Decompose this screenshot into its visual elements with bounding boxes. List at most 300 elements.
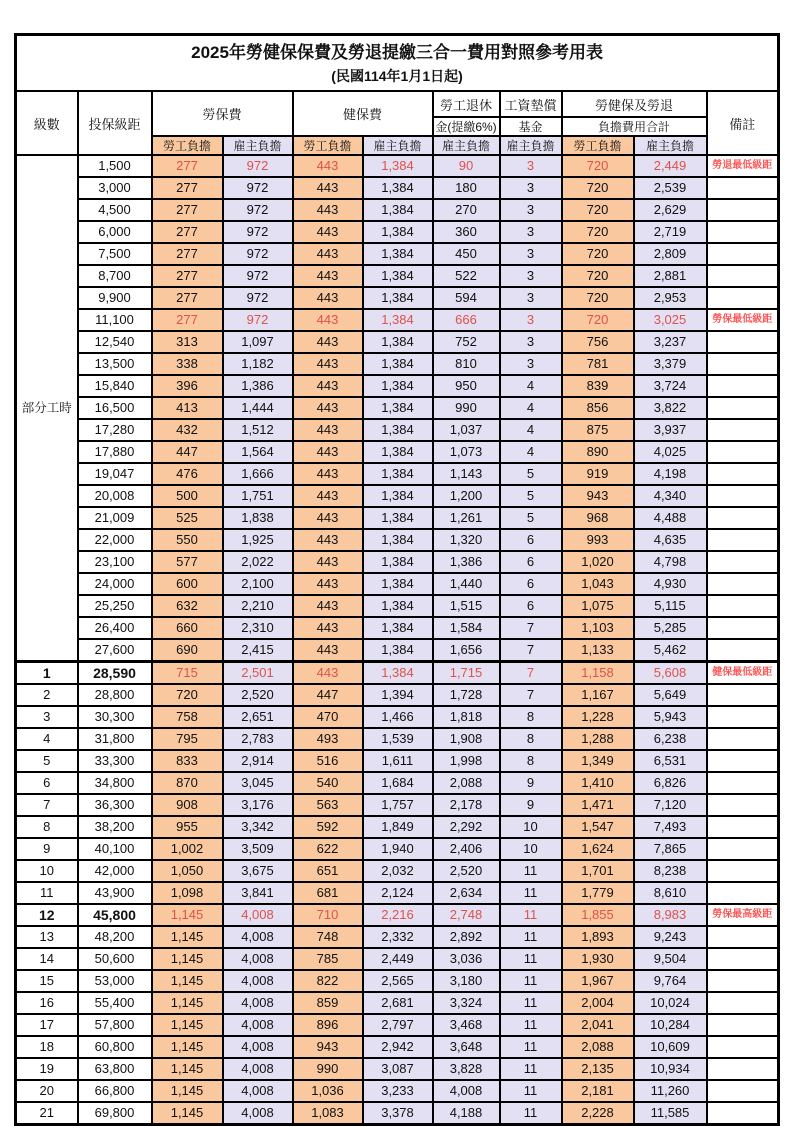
cell-li_er: 1,444 [223, 397, 293, 419]
cell-pension: 1,037 [433, 419, 500, 441]
cell-tot_er: 4,798 [634, 551, 707, 573]
cell-level: 10 [16, 860, 78, 882]
table-row [16, 926, 779, 948]
table-row [16, 816, 779, 838]
cell-bracket: 27,600 [78, 639, 152, 662]
cell-pension: 3,036 [433, 948, 500, 970]
cell-tot_er: 2,629 [634, 199, 707, 221]
col-header-level: 級數 [16, 91, 78, 155]
cell-bracket: 21,009 [78, 507, 152, 529]
cell-wage: 8 [500, 706, 562, 728]
cell-hi_emp: 822 [293, 970, 363, 992]
cell-li_emp: 955 [152, 816, 223, 838]
cell-hi_er: 1,384 [363, 265, 433, 287]
cell-hi_er: 1,384 [363, 529, 433, 551]
cell-remark [707, 639, 779, 662]
cell-remark [707, 1036, 779, 1058]
cell-tot_emp: 943 [562, 485, 634, 507]
table-row [16, 375, 779, 397]
cell-remark [707, 728, 779, 750]
cell-tot_er: 5,115 [634, 595, 707, 617]
cell-tot_emp: 2,181 [562, 1080, 634, 1102]
subheader-wage-fund-employer: 雇主負擔 [500, 136, 562, 155]
cell-pension: 90 [433, 155, 500, 177]
cell-hi_emp: 443 [293, 155, 363, 177]
cell-bracket: 22,000 [78, 529, 152, 551]
cell-pension: 270 [433, 199, 500, 221]
cell-hi_emp: 443 [293, 221, 363, 243]
cell-wage: 8 [500, 728, 562, 750]
cell-wage: 11 [500, 882, 562, 904]
cell-bracket: 36,300 [78, 794, 152, 816]
cell-remark [707, 882, 779, 904]
cell-hi_emp: 943 [293, 1036, 363, 1058]
table-row [16, 1102, 779, 1125]
cell-bracket: 26,400 [78, 617, 152, 639]
cell-pension: 180 [433, 177, 500, 199]
cell-hi_er: 2,449 [363, 948, 433, 970]
cell-li_er: 972 [223, 221, 293, 243]
cell-pension: 3,828 [433, 1058, 500, 1080]
cell-remark [707, 1102, 779, 1125]
cell-pension: 3,180 [433, 970, 500, 992]
cell-hi_emp: 443 [293, 662, 363, 685]
cell-level: 9 [16, 838, 78, 860]
cell-wage: 11 [500, 1102, 562, 1125]
cell-hi_er: 1,384 [363, 551, 433, 573]
cell-level: 17 [16, 1014, 78, 1036]
cell-pension: 810 [433, 353, 500, 375]
cell-li_emp: 432 [152, 419, 223, 441]
cell-hi_emp: 443 [293, 199, 363, 221]
table-row [16, 794, 779, 816]
cell-wage: 11 [500, 1058, 562, 1080]
cell-hi_er: 1,757 [363, 794, 433, 816]
cell-pension: 2,088 [433, 772, 500, 794]
cell-li_er: 1,925 [223, 529, 293, 551]
cell-tot_er: 10,609 [634, 1036, 707, 1058]
cell-hi_emp: 443 [293, 375, 363, 397]
cell-li_emp: 795 [152, 728, 223, 750]
cell-bracket: 25,250 [78, 595, 152, 617]
cell-hi_emp: 592 [293, 816, 363, 838]
cell-hi_er: 1,384 [363, 155, 433, 177]
cell-hi_emp: 443 [293, 573, 363, 595]
cell-level: 15 [16, 970, 78, 992]
cell-hi_emp: 443 [293, 265, 363, 287]
cell-wage: 4 [500, 419, 562, 441]
cell-remark [707, 243, 779, 265]
cell-bracket: 63,800 [78, 1058, 152, 1080]
cell-pension: 2,292 [433, 816, 500, 838]
table-row [16, 265, 779, 287]
cell-wage: 11 [500, 992, 562, 1014]
cell-tot_er: 2,449 [634, 155, 707, 177]
cell-tot_er: 2,719 [634, 221, 707, 243]
cell-hi_er: 1,611 [363, 750, 433, 772]
cell-li_emp: 277 [152, 287, 223, 309]
cell-hi_er: 3,087 [363, 1058, 433, 1080]
cell-level: 19 [16, 1058, 78, 1080]
cell-pension: 1,656 [433, 639, 500, 662]
cell-hi_emp: 1,036 [293, 1080, 363, 1102]
cell-tot_er: 5,608 [634, 662, 707, 685]
cell-hi_emp: 443 [293, 353, 363, 375]
cell-li_er: 2,501 [223, 662, 293, 685]
cell-li_emp: 277 [152, 243, 223, 265]
cell-tot_emp: 919 [562, 463, 634, 485]
col-header-wage-fund-line1: 工資墊償 [500, 91, 562, 117]
table-row [16, 177, 779, 199]
cell-pension: 1,386 [433, 551, 500, 573]
cell-li_er: 4,008 [223, 1036, 293, 1058]
table-row [16, 397, 779, 419]
cell-tot_er: 10,934 [634, 1058, 707, 1080]
cell-hi_emp: 681 [293, 882, 363, 904]
cell-tot_er: 2,881 [634, 265, 707, 287]
cell-level: 20 [16, 1080, 78, 1102]
table-row [16, 155, 779, 177]
cell-tot_er: 4,635 [634, 529, 707, 551]
cell-li_er: 3,176 [223, 794, 293, 816]
cell-tot_er: 9,764 [634, 970, 707, 992]
table-row [16, 772, 779, 794]
cell-level: 4 [16, 728, 78, 750]
cell-bracket: 60,800 [78, 1036, 152, 1058]
cell-bracket: 12,540 [78, 331, 152, 353]
cell-li_emp: 833 [152, 750, 223, 772]
cell-remark [707, 860, 779, 882]
cell-li_emp: 1,145 [152, 1058, 223, 1080]
cell-pension: 522 [433, 265, 500, 287]
cell-tot_emp: 856 [562, 397, 634, 419]
cell-li_er: 972 [223, 199, 293, 221]
cell-tot_emp: 720 [562, 309, 634, 331]
cell-bracket: 16,500 [78, 397, 152, 419]
cell-li_er: 972 [223, 155, 293, 177]
cell-remark [707, 485, 779, 507]
cell-li_er: 1,751 [223, 485, 293, 507]
cell-remark: 勞保最高級距 [707, 904, 779, 926]
cell-hi_er: 3,378 [363, 1102, 433, 1125]
cell-bracket: 23,100 [78, 551, 152, 573]
cell-li_er: 3,841 [223, 882, 293, 904]
cell-li_emp: 396 [152, 375, 223, 397]
cell-level: 21 [16, 1102, 78, 1125]
cell-wage: 8 [500, 750, 562, 772]
cell-remark: 健保最低級距 [707, 662, 779, 685]
cell-remark [707, 529, 779, 551]
cell-level: 14 [16, 948, 78, 970]
cell-remark: 勞保最低級距 [707, 309, 779, 331]
cell-tot_emp: 1,288 [562, 728, 634, 750]
cell-wage: 3 [500, 309, 562, 331]
cell-li_er: 1,182 [223, 353, 293, 375]
cell-tot_emp: 720 [562, 287, 634, 309]
cell-hi_emp: 493 [293, 728, 363, 750]
cell-tot_emp: 720 [562, 199, 634, 221]
cell-li_er: 4,008 [223, 1014, 293, 1036]
cell-hi_emp: 443 [293, 507, 363, 529]
cell-li_emp: 1,098 [152, 882, 223, 904]
cell-remark [707, 265, 779, 287]
cell-remark [707, 507, 779, 529]
cell-pension: 950 [433, 375, 500, 397]
cell-remark [707, 816, 779, 838]
cell-pension: 1,728 [433, 684, 500, 706]
cell-bracket: 57,800 [78, 1014, 152, 1036]
cell-tot_emp: 1,075 [562, 595, 634, 617]
cell-hi_er: 1,384 [363, 639, 433, 662]
cell-wage: 7 [500, 639, 562, 662]
cell-li_emp: 277 [152, 199, 223, 221]
cell-remark [707, 551, 779, 573]
cell-li_er: 4,008 [223, 948, 293, 970]
table-row [16, 882, 779, 904]
cell-pension: 3,468 [433, 1014, 500, 1036]
cell-hi_er: 2,681 [363, 992, 433, 1014]
table-row [16, 617, 779, 639]
cell-wage: 11 [500, 904, 562, 926]
table-row [16, 551, 779, 573]
cell-level: 18 [16, 1036, 78, 1058]
cell-li_er: 2,310 [223, 617, 293, 639]
cell-li_emp: 1,145 [152, 1014, 223, 1036]
cell-tot_emp: 720 [562, 243, 634, 265]
cell-tot_emp: 1,133 [562, 639, 634, 662]
cell-wage: 7 [500, 662, 562, 685]
table-row [16, 463, 779, 485]
cell-bracket: 24,000 [78, 573, 152, 595]
cell-tot_er: 7,120 [634, 794, 707, 816]
cell-hi_er: 1,384 [363, 287, 433, 309]
cell-li_emp: 1,145 [152, 992, 223, 1014]
cell-tot_emp: 781 [562, 353, 634, 375]
cell-hi_emp: 651 [293, 860, 363, 882]
cell-wage: 3 [500, 353, 562, 375]
col-header-bracket: 投保級距 [78, 91, 152, 155]
cell-li_er: 972 [223, 287, 293, 309]
cell-tot_er: 9,504 [634, 948, 707, 970]
cell-li_er: 4,008 [223, 904, 293, 926]
cell-tot_emp: 2,004 [562, 992, 634, 1014]
cell-li_emp: 1,145 [152, 970, 223, 992]
cell-pension: 990 [433, 397, 500, 419]
cell-wage: 10 [500, 816, 562, 838]
cell-remark [707, 221, 779, 243]
cell-tot_emp: 720 [562, 155, 634, 177]
col-header-pension-line1: 勞工退休 [433, 91, 500, 117]
cell-li_er: 4,008 [223, 1080, 293, 1102]
cell-li_emp: 1,145 [152, 904, 223, 926]
cell-bracket: 28,800 [78, 684, 152, 706]
cell-tot_emp: 1,701 [562, 860, 634, 882]
cell-bracket: 15,840 [78, 375, 152, 397]
cell-tot_er: 6,531 [634, 750, 707, 772]
cell-tot_emp: 2,228 [562, 1102, 634, 1125]
cell-pension: 1,200 [433, 485, 500, 507]
cell-tot_emp: 1,410 [562, 772, 634, 794]
subheader-li-employer: 雇主負擔 [223, 136, 293, 155]
cell-bracket: 19,047 [78, 463, 152, 485]
cell-li_emp: 660 [152, 617, 223, 639]
table-row [16, 948, 779, 970]
cell-hi_emp: 785 [293, 948, 363, 970]
cell-bracket: 6,000 [78, 221, 152, 243]
cell-hi_emp: 443 [293, 485, 363, 507]
cell-tot_er: 3,724 [634, 375, 707, 397]
cell-wage: 4 [500, 397, 562, 419]
cell-tot_er: 4,488 [634, 507, 707, 529]
cell-tot_er: 5,285 [634, 617, 707, 639]
cell-bracket: 30,300 [78, 706, 152, 728]
table-row [16, 507, 779, 529]
cell-tot_er: 2,809 [634, 243, 707, 265]
cell-li_emp: 1,002 [152, 838, 223, 860]
cell-remark [707, 573, 779, 595]
table-row [16, 1080, 779, 1102]
cell-hi_er: 2,124 [363, 882, 433, 904]
cell-tot_er: 4,025 [634, 441, 707, 463]
cell-tot_er: 2,953 [634, 287, 707, 309]
table-row [16, 331, 779, 353]
cell-li_er: 1,838 [223, 507, 293, 529]
cell-li_emp: 720 [152, 684, 223, 706]
subheader-total-employer: 雇主負擔 [634, 136, 707, 155]
cell-tot_emp: 1,167 [562, 684, 634, 706]
cell-hi_emp: 710 [293, 904, 363, 926]
cell-hi_er: 1,384 [363, 463, 433, 485]
cell-hi_er: 1,849 [363, 816, 433, 838]
table-row [16, 309, 779, 331]
cell-tot_er: 6,826 [634, 772, 707, 794]
cell-li_er: 4,008 [223, 1102, 293, 1125]
part-time-cell: 部分工時 [16, 155, 78, 662]
cell-bracket: 11,100 [78, 309, 152, 331]
cell-li_er: 3,342 [223, 816, 293, 838]
cell-li_emp: 1,050 [152, 860, 223, 882]
cell-remark [707, 1080, 779, 1102]
cell-bracket: 43,900 [78, 882, 152, 904]
cell-tot_emp: 875 [562, 419, 634, 441]
cell-remark [707, 617, 779, 639]
cell-hi_er: 1,384 [363, 309, 433, 331]
cell-tot_emp: 756 [562, 331, 634, 353]
cell-li_emp: 870 [152, 772, 223, 794]
cell-hi_er: 1,384 [363, 507, 433, 529]
cell-pension: 450 [433, 243, 500, 265]
cell-li_er: 2,022 [223, 551, 293, 573]
col-header-remark: 備註 [707, 91, 779, 155]
cell-li_er: 3,675 [223, 860, 293, 882]
cell-hi_er: 1,384 [363, 441, 433, 463]
cell-pension: 3,648 [433, 1036, 500, 1058]
cell-pension: 4,188 [433, 1102, 500, 1125]
table-row [16, 573, 779, 595]
cell-tot_emp: 1,547 [562, 816, 634, 838]
cell-li_emp: 715 [152, 662, 223, 685]
cell-bracket: 34,800 [78, 772, 152, 794]
cell-li_emp: 908 [152, 794, 223, 816]
cell-remark [707, 177, 779, 199]
cell-remark [707, 706, 779, 728]
table-row [16, 639, 779, 662]
cell-li_er: 4,008 [223, 1058, 293, 1080]
subheader-li-employee: 勞工負擔 [152, 136, 223, 155]
cell-bracket: 53,000 [78, 970, 152, 992]
col-header-wage-fund-line2: 基金 [500, 117, 562, 136]
table-row [16, 684, 779, 706]
cell-hi_er: 1,466 [363, 706, 433, 728]
cell-level: 7 [16, 794, 78, 816]
cell-bracket: 20,008 [78, 485, 152, 507]
cell-li_er: 2,210 [223, 595, 293, 617]
cell-hi_emp: 443 [293, 419, 363, 441]
title-row [16, 35, 779, 92]
cell-remark [707, 772, 779, 794]
cell-tot_er: 5,943 [634, 706, 707, 728]
cell-remark [707, 397, 779, 419]
cell-bracket: 55,400 [78, 992, 152, 1014]
cell-level: 3 [16, 706, 78, 728]
cell-tot_er: 5,462 [634, 639, 707, 662]
cell-li_emp: 1,145 [152, 1036, 223, 1058]
cell-li_emp: 277 [152, 309, 223, 331]
cell-tot_er: 3,025 [634, 309, 707, 331]
cell-hi_emp: 1,083 [293, 1102, 363, 1125]
cell-wage: 6 [500, 551, 562, 573]
cell-pension: 594 [433, 287, 500, 309]
cell-bracket: 3,000 [78, 177, 152, 199]
cell-pension: 2,520 [433, 860, 500, 882]
cell-li_emp: 1,145 [152, 948, 223, 970]
cell-pension: 360 [433, 221, 500, 243]
cell-level: 16 [16, 992, 78, 1014]
cell-tot_er: 3,237 [634, 331, 707, 353]
cell-level: 13 [16, 926, 78, 948]
cell-bracket: 13,500 [78, 353, 152, 375]
cell-hi_emp: 443 [293, 617, 363, 639]
cell-hi_emp: 443 [293, 441, 363, 463]
cell-tot_er: 3,822 [634, 397, 707, 419]
cell-tot_er: 7,865 [634, 838, 707, 860]
col-header-health-insurance: 健保費 [293, 91, 433, 136]
table-row [16, 860, 779, 882]
cell-remark [707, 419, 779, 441]
cell-bracket: 1,500 [78, 155, 152, 177]
cell-tot_er: 3,937 [634, 419, 707, 441]
cell-tot_emp: 2,041 [562, 1014, 634, 1036]
cell-li_emp: 550 [152, 529, 223, 551]
cell-pension: 4,008 [433, 1080, 500, 1102]
cell-bracket: 33,300 [78, 750, 152, 772]
cell-li_er: 3,045 [223, 772, 293, 794]
cell-remark [707, 948, 779, 970]
cell-remark [707, 794, 779, 816]
cell-hi_er: 2,565 [363, 970, 433, 992]
cell-remark [707, 463, 779, 485]
cell-tot_er: 2,539 [634, 177, 707, 199]
cell-wage: 6 [500, 595, 562, 617]
table-row [16, 419, 779, 441]
cell-pension: 1,515 [433, 595, 500, 617]
table-row [16, 1036, 779, 1058]
cell-wage: 11 [500, 1014, 562, 1036]
cell-pension: 3,324 [433, 992, 500, 1014]
cell-pension: 1,320 [433, 529, 500, 551]
table-row [16, 992, 779, 1014]
premium-reference-table [14, 33, 780, 1126]
